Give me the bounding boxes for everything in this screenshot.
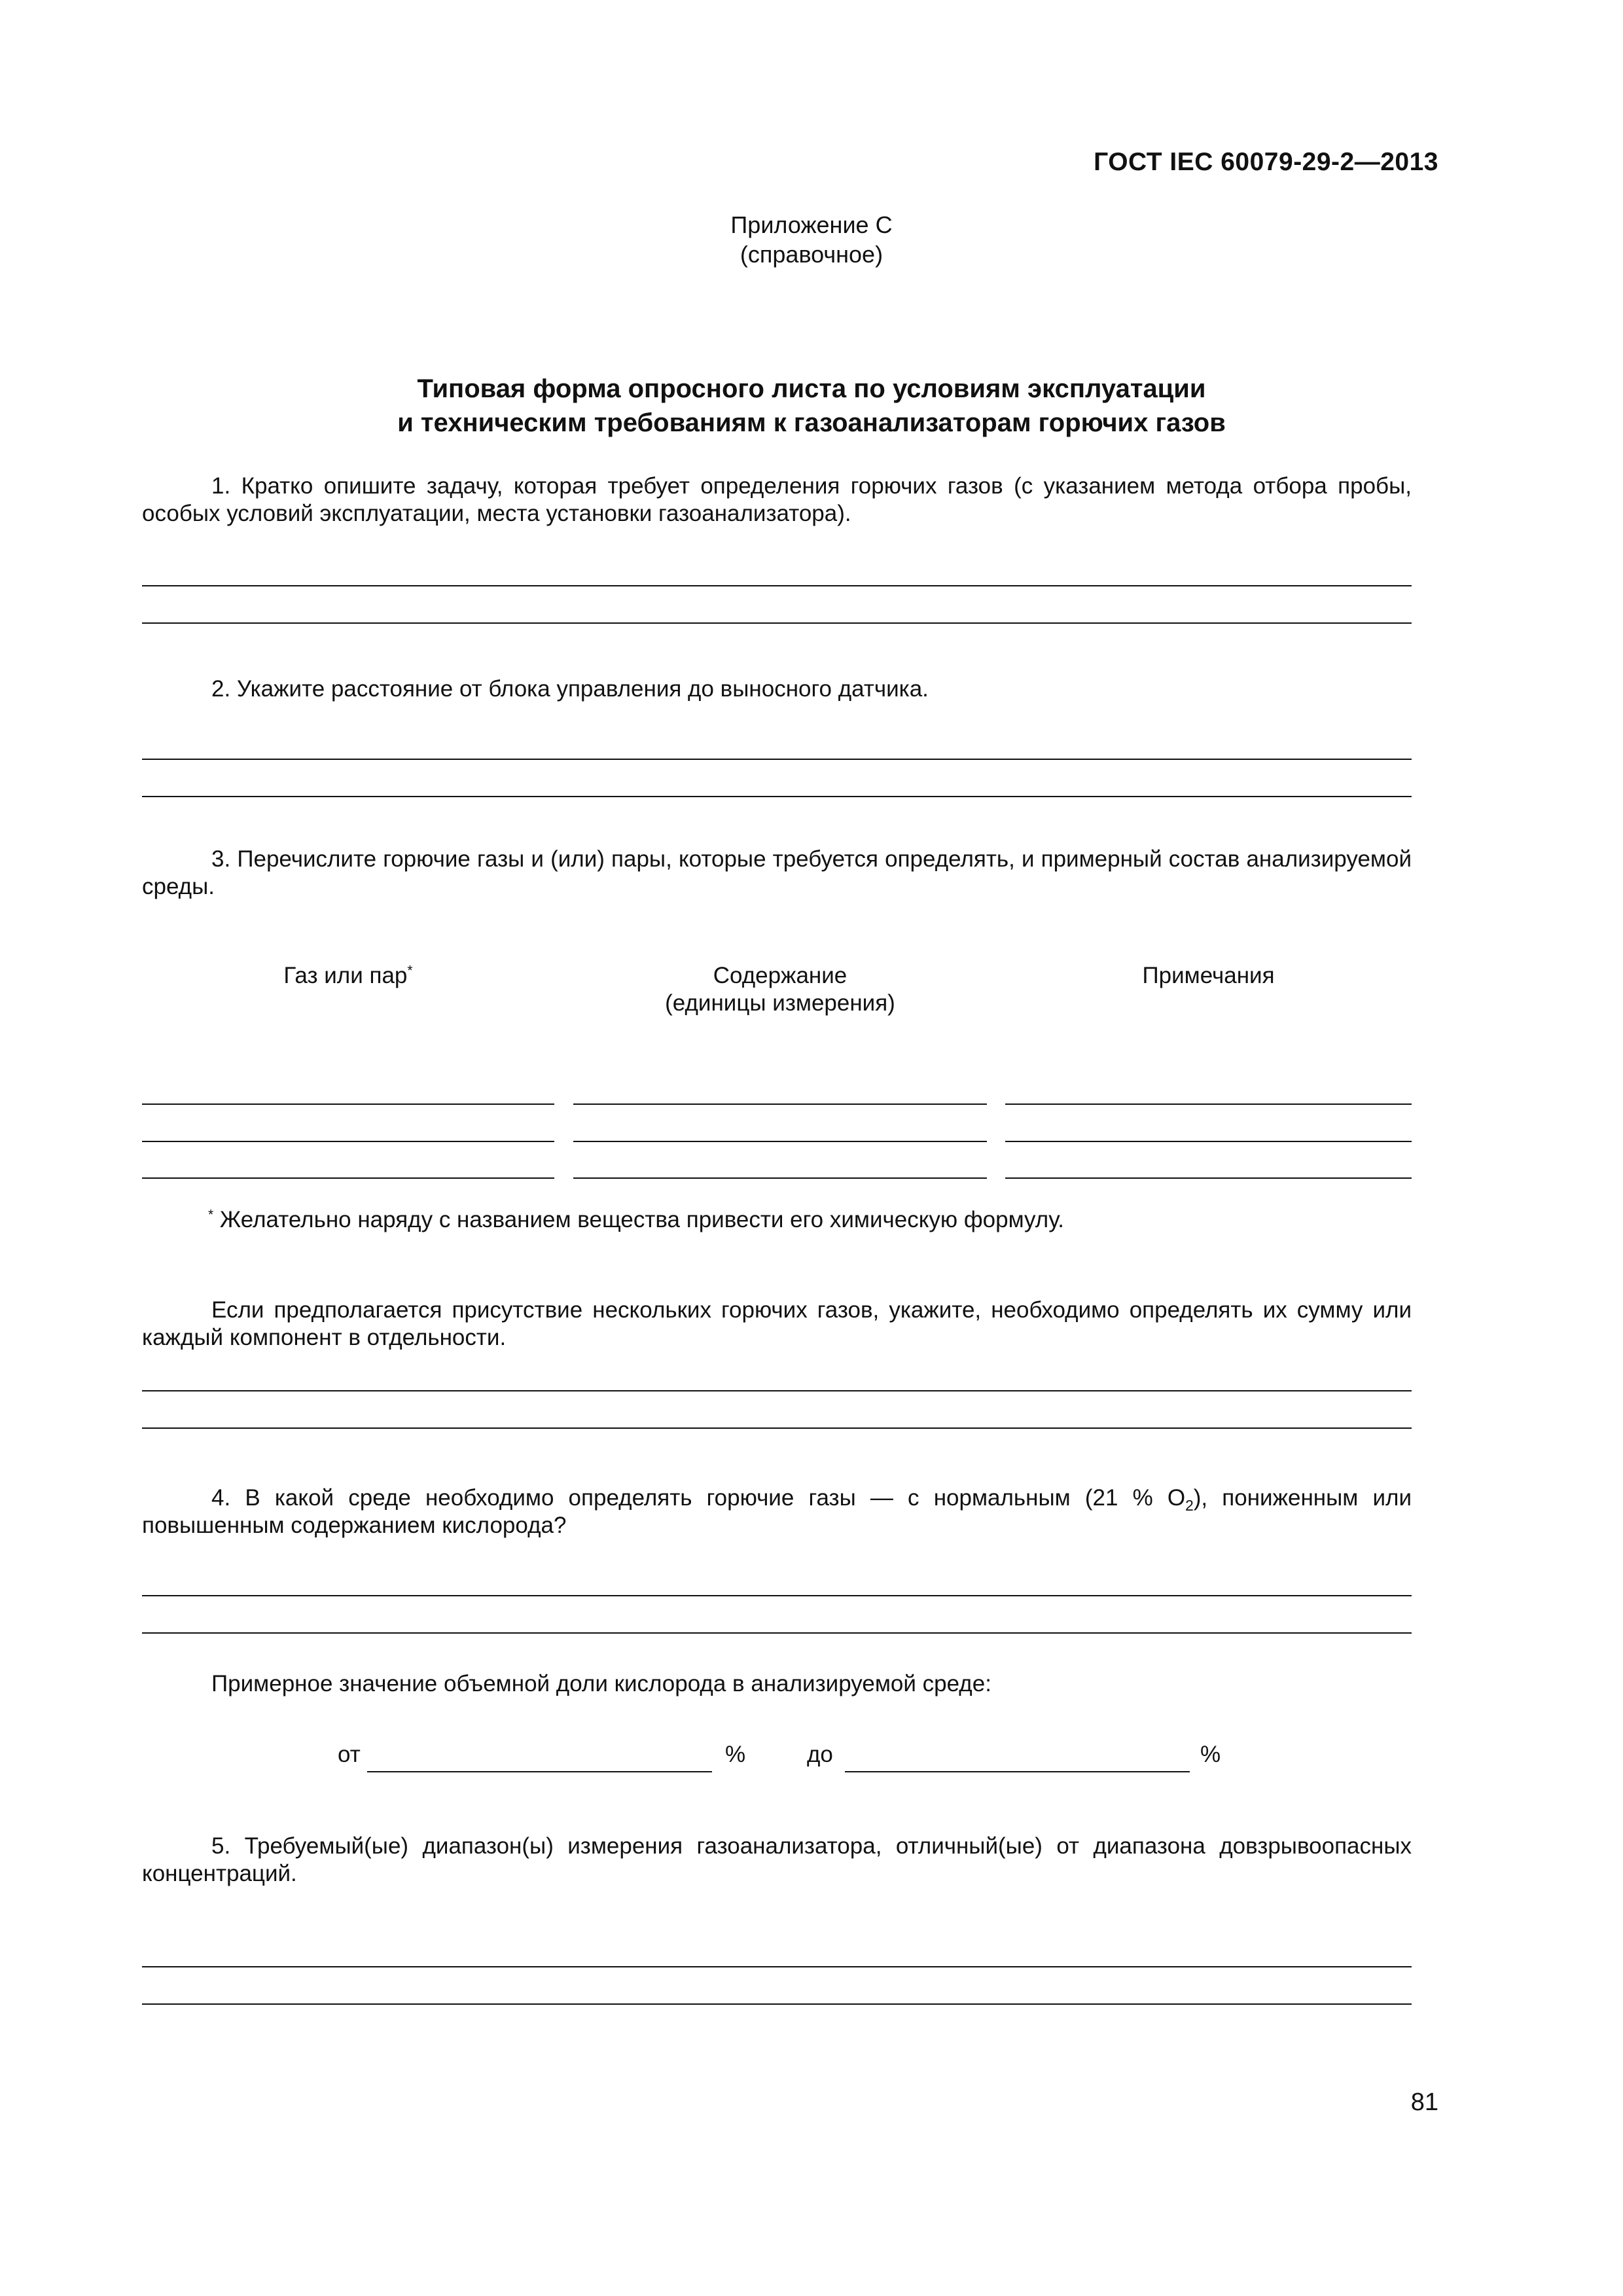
form-title-line-1: Типовая форма опросного листа по условиям эксплуатации bbox=[417, 374, 1206, 403]
answer-line-q2-1[interactable] bbox=[142, 759, 1412, 760]
column-header-content-units: (единицы измерения) bbox=[665, 990, 895, 1016]
form-title-line-2: и техническим требованиям к газоанализаторам горючих газов bbox=[397, 408, 1226, 437]
table-cell-line-r3-notes[interactable] bbox=[1005, 1177, 1412, 1179]
percent-unit-to: % bbox=[1200, 1742, 1221, 1767]
form-title bbox=[0, 372, 1623, 440]
column-header-content-label: Содержание bbox=[713, 963, 847, 988]
oxygen-from-field[interactable] bbox=[367, 1771, 712, 1772]
oxygen-to-field[interactable] bbox=[845, 1771, 1190, 1772]
table-cell-line-r2-content[interactable] bbox=[573, 1141, 987, 1142]
table-cell-line-r1-notes[interactable] bbox=[1005, 1103, 1412, 1105]
footnote-marker: * bbox=[208, 1207, 214, 1223]
footnote-text: Желательно наряду с названием вещества привести его химическую формулу. bbox=[219, 1207, 1064, 1232]
column-header-notes: Примечания bbox=[1142, 963, 1275, 988]
annex-type: (справочное) bbox=[740, 241, 883, 268]
table-cell-line-r2-notes[interactable] bbox=[1005, 1141, 1412, 1142]
document-code: ГОСТ IEC 60079-29-2—2013 bbox=[1094, 148, 1438, 176]
answer-line-q4-1[interactable] bbox=[142, 1595, 1412, 1596]
answer-line-q1-2[interactable] bbox=[142, 622, 1412, 624]
answer-line-multi-gas-1[interactable] bbox=[142, 1390, 1412, 1391]
footnote bbox=[208, 1206, 1386, 1234]
oxygen-subscript: 2 bbox=[1185, 1497, 1194, 1514]
column-header-content bbox=[573, 962, 987, 1017]
answer-line-q2-2[interactable] bbox=[142, 796, 1412, 797]
multi-gas-question-text: Если предполагается присутствие нескольких горючих газов, укажите, необходимо определять их сумму или каждый компонент в отдельности. bbox=[142, 1297, 1412, 1350]
answer-line-multi-gas-2[interactable] bbox=[142, 1427, 1412, 1429]
question-4-text-part-2: ), пониженным или повышенным содержанием кислорода? bbox=[142, 1485, 1412, 1538]
column-header-gas bbox=[142, 962, 554, 990]
table-cell-line-r2-gas[interactable] bbox=[142, 1141, 554, 1142]
table-cell-line-r3-content[interactable] bbox=[573, 1177, 987, 1179]
to-label: до bbox=[807, 1742, 833, 1767]
answer-line-q5-2[interactable] bbox=[142, 2003, 1412, 2005]
table-cell-line-r1-gas[interactable] bbox=[142, 1103, 554, 1105]
answer-line-q5-1[interactable] bbox=[142, 1966, 1412, 1967]
percent-unit-from: % bbox=[725, 1742, 746, 1767]
footnote-marker: * bbox=[407, 963, 413, 978]
question-4-text-part-1: 4. В какой среде необходимо определять горючие газы — с нормальным (21 % O bbox=[211, 1485, 1186, 1511]
annex-title: Приложение С bbox=[730, 211, 893, 238]
question-1-text: 1. Кратко опишите задачу, которая требует определения горючих газов (с указанием метода отбора пробы, особых условий эксплуатации, места установки газоанализатора). bbox=[142, 473, 1412, 526]
question-5-text: 5. Требуемый(ые) диапазон(ы) измерения газоанализатора, отличный(ые) от диапазона довзрывоопасных концентраций. bbox=[142, 1833, 1412, 1886]
answer-line-q1-1[interactable] bbox=[142, 585, 1412, 586]
question-3-text: 3. Перечислите горючие газы и (или) пары, которые требуется определять, и примерный состав анализируемой среды. bbox=[142, 846, 1412, 899]
table-cell-line-r1-content[interactable] bbox=[573, 1103, 987, 1105]
question-4-text bbox=[142, 1484, 1412, 1539]
answer-line-q4-2[interactable] bbox=[142, 1632, 1412, 1634]
oxygen-fraction-label: Примерное значение объемной доли кислорода в анализируемой среде: bbox=[211, 1671, 991, 1696]
question-2-text: 2. Укажите расстояние от блока управления до выносного датчика. bbox=[211, 676, 929, 702]
from-label: от bbox=[338, 1742, 361, 1767]
page-number: 81 bbox=[1410, 2089, 1438, 2116]
table-cell-line-r3-gas[interactable] bbox=[142, 1177, 554, 1179]
column-header-gas-label: Газ или пар bbox=[283, 963, 408, 988]
